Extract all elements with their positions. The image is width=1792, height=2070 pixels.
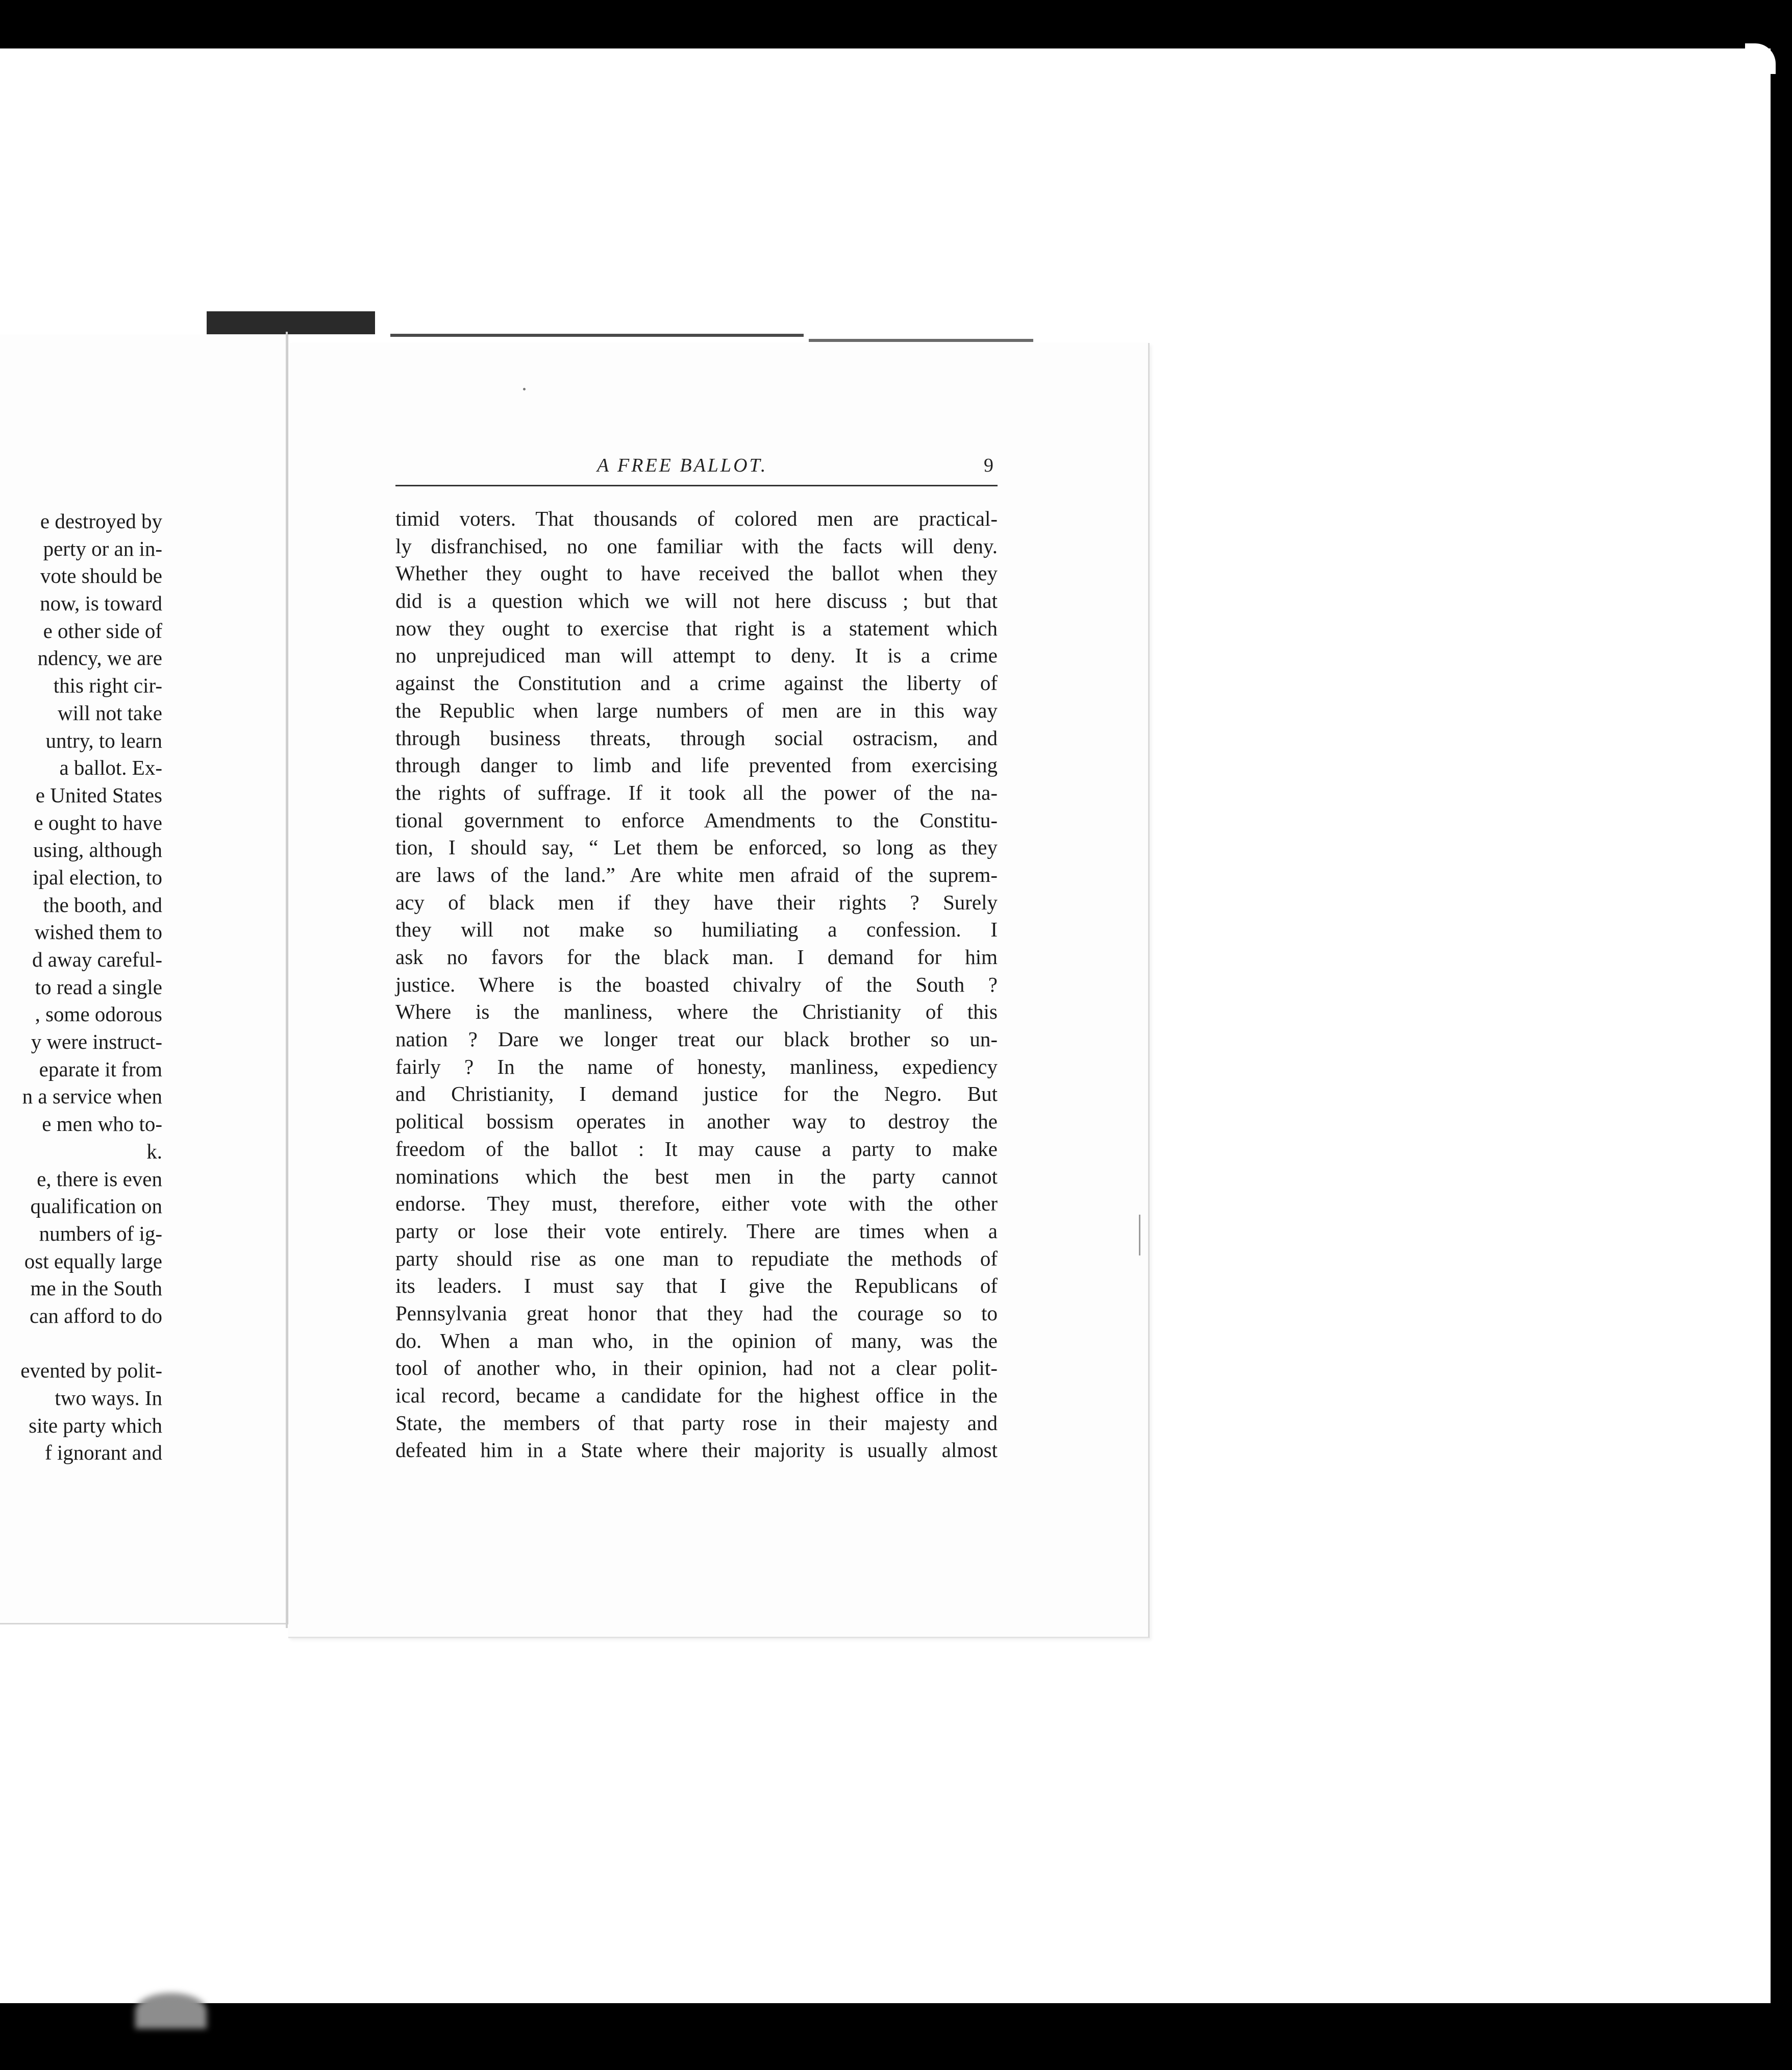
text-line: e United States bbox=[35, 783, 162, 807]
text-line: State, the members of that party rose in their majesty and bbox=[395, 1411, 998, 1435]
running-head bbox=[395, 449, 998, 486]
text-line: Pennsylvania great honor that they had the courage so to bbox=[395, 1301, 998, 1325]
text-line: e men who to- bbox=[42, 1112, 162, 1136]
binding-edge bbox=[390, 334, 804, 337]
film-border-top bbox=[0, 0, 1792, 48]
text-line: tion, I should say, “ Let them be enforced, so long as they bbox=[395, 835, 998, 859]
text-line: acy of black men if they have their rights ? Surely bbox=[395, 890, 998, 914]
text-line: nominations which the best men in the party cannot bbox=[395, 1164, 998, 1188]
text-line: vote should be bbox=[40, 564, 162, 588]
text-line: ipal election, to bbox=[33, 865, 162, 889]
text-line: will not take bbox=[58, 701, 162, 725]
text-line: political bossism operates in another way to destroy the bbox=[395, 1110, 998, 1133]
text-line: now, is toward bbox=[40, 592, 162, 615]
left-page-body-text bbox=[0, 508, 162, 1467]
text-line: this right cir- bbox=[53, 674, 162, 698]
binding-strip bbox=[207, 311, 375, 334]
text-line: d away careful- bbox=[32, 948, 162, 971]
text-line: wished them to bbox=[34, 920, 162, 944]
film-border-right bbox=[1771, 0, 1792, 2070]
text-line: e, there is even bbox=[37, 1167, 162, 1191]
text-line: a ballot. Ex- bbox=[59, 756, 162, 780]
text-line: Where is the manliness, where the Christianity of this bbox=[395, 1000, 998, 1024]
text-line: site party which bbox=[29, 1413, 162, 1437]
text-line: ical record, became a candidate for the highest office in the bbox=[395, 1384, 998, 1407]
text-line: using, although bbox=[33, 838, 162, 862]
text-line: qualification on bbox=[30, 1194, 162, 1218]
text-line: ost equally large bbox=[24, 1249, 162, 1273]
text-line: can afford to do bbox=[30, 1303, 162, 1327]
text-line: f ignorant and bbox=[45, 1441, 162, 1465]
text-line: ndency, we are bbox=[37, 646, 162, 670]
text-line: the Republic when large numbers of men are in this way bbox=[395, 698, 998, 722]
text-line: , some odorous bbox=[35, 1002, 162, 1026]
text-line: against the Constitution and a crime against the liberty of bbox=[395, 671, 998, 695]
text-line: tool of another who, in their opinion, had not a clear polit- bbox=[395, 1356, 998, 1380]
text-line: now they ought to exercise that right is a statement which bbox=[395, 616, 998, 640]
text-line: e other side of bbox=[43, 619, 162, 643]
text-line: no unprejudiced man will attempt to deny. It is a crime bbox=[395, 644, 998, 668]
film-smudge bbox=[135, 1993, 207, 2029]
text-line: fairly ? In the name of honesty, manliness, expediency bbox=[395, 1054, 998, 1078]
text-line: and Christianity, I demand justice for the Negro. But bbox=[395, 1082, 998, 1106]
page-number: 9 bbox=[984, 455, 993, 476]
running-head-title: A FREE BALLOT. bbox=[597, 455, 768, 476]
text-line: do. When a man who, in the opinion of many, was the bbox=[395, 1328, 998, 1352]
text-line: its leaders. I must say that I give the Republicans of bbox=[395, 1274, 998, 1298]
text-line: to read a single bbox=[35, 975, 162, 999]
right-page-body-text bbox=[395, 505, 998, 1464]
text-line: nation ? Dare we longer treat our black brother so un- bbox=[395, 1027, 998, 1051]
page-gutter bbox=[286, 332, 288, 1628]
text-line: the rights of suffrage. If it took all the power of the na- bbox=[395, 780, 998, 804]
text-line: n a service when bbox=[22, 1085, 162, 1108]
text-line: party should rise as one man to repudiate the methods of bbox=[395, 1246, 998, 1270]
text-line: evented by polit- bbox=[20, 1359, 162, 1383]
text-line: through danger to limb and life prevented from exercising bbox=[395, 753, 998, 777]
text-line: y were instruct- bbox=[31, 1030, 162, 1054]
text-line: are laws of the land.” Are white men afraid of the suprem- bbox=[395, 862, 998, 886]
text-line: e ought to have bbox=[34, 810, 162, 834]
text-line: through business threats, through social ostracism, and bbox=[395, 726, 998, 750]
text-line: they will not make so humiliating a confession. I bbox=[395, 918, 998, 942]
text-line: me in the South bbox=[30, 1276, 162, 1300]
text-line: ask no favors for the black man. I demand for him bbox=[395, 945, 998, 969]
page-edge-mark bbox=[1139, 1215, 1140, 1255]
film-border-bottom bbox=[0, 2003, 1792, 2070]
text-line: ly disfranchised, no one familiar with the facts will deny. bbox=[395, 534, 998, 558]
text-line: perty or an in- bbox=[43, 536, 162, 560]
scan-speck bbox=[523, 388, 526, 390]
text-line: the booth, and bbox=[43, 893, 162, 917]
text-line: Whether they ought to have received the ballot when they bbox=[395, 561, 998, 585]
text-line: endorse. They must, therefore, either vote with the other bbox=[395, 1192, 998, 1216]
text-line: justice. Where is the boasted chivalry of the South ? bbox=[395, 972, 998, 996]
text-line: e destroyed by bbox=[40, 509, 162, 533]
text-line: tional government to enforce Amendments to the Constitu- bbox=[395, 808, 998, 832]
binding-edge bbox=[809, 339, 1033, 342]
text-line: numbers of ig- bbox=[39, 1221, 162, 1245]
text-line: k. bbox=[146, 1139, 162, 1163]
text-line: did is a question which we will not here discuss ; but that bbox=[395, 589, 998, 613]
text-line: two ways. In bbox=[55, 1386, 162, 1410]
text-line: party or lose their vote entirely. There are times when a bbox=[395, 1219, 998, 1243]
text-line: timid voters. That thousands of colored men are practical- bbox=[395, 507, 998, 530]
text-line: eparate it from bbox=[39, 1057, 162, 1081]
text-line: untry, to learn bbox=[45, 728, 162, 752]
text-line: defeated him in a State where their majority is usually almost bbox=[395, 1438, 998, 1462]
text-line bbox=[0, 1330, 162, 1358]
text-line: freedom of the ballot : It may cause a party to make bbox=[395, 1137, 998, 1161]
